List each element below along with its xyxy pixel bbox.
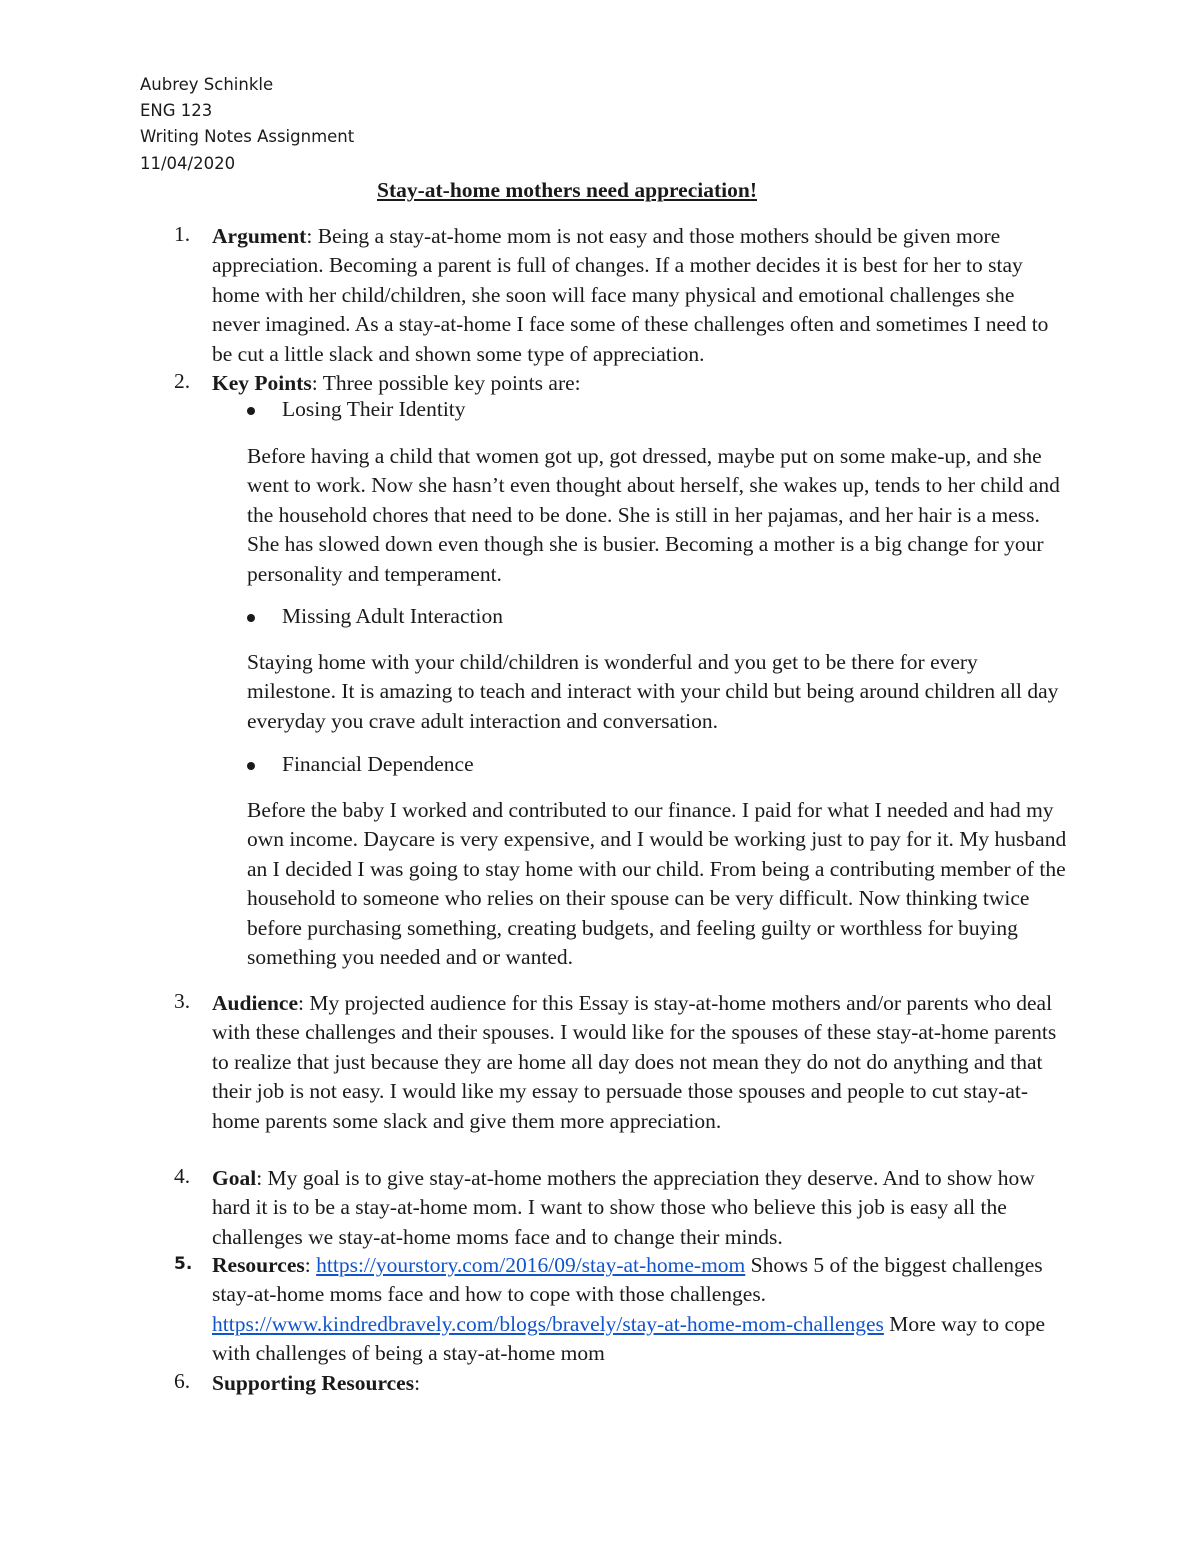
argument-label: Argument bbox=[212, 224, 307, 248]
resource-link-yourstory[interactable]: https://yourstory.com/2016/09/stay-at-home-mom bbox=[316, 1253, 746, 1277]
key-point-title: Financial Dependence bbox=[282, 752, 474, 776]
goal-label: Goal bbox=[212, 1166, 257, 1190]
resource-link-kindredbravely[interactable]: https://www.kindredbravely.com/blogs/bravely/stay-at-home-mom-challenges bbox=[212, 1311, 884, 1336]
supporting-resources-label: Supporting Resources bbox=[212, 1371, 415, 1395]
document-title: Stay-at-home mothers need appreciation! bbox=[377, 178, 757, 202]
author-name: Aubrey Schinkle bbox=[140, 75, 274, 94]
argument-paragraph bbox=[212, 222, 1062, 369]
key-point-title: Missing Adult Interaction bbox=[282, 604, 503, 628]
resources-paragraph bbox=[212, 1251, 1062, 1369]
audience-text: : My projected audience for this Essay is stay-at-home mothers and/or parents who deal with these challenges and their spouses. I would like for the spouses of these stay-at-home parents to realize that just because they are home all day does not mean they do not do anything and that their job is not easy. I would like my essay to persuade those spouses and people to cut stay-at-home parents some slack and give them more appreciation. bbox=[212, 991, 1057, 1133]
resources-label: Resources bbox=[212, 1253, 305, 1277]
audience-label: Audience bbox=[212, 991, 298, 1015]
course-code: ENG 123 bbox=[140, 101, 213, 120]
item-number: 3. bbox=[174, 989, 191, 1013]
item-number: 4. bbox=[174, 1164, 191, 1188]
key-point-body: Before the baby I worked and contributed to our finance. I paid for what I needed and had my own income. Daycare is very expensive, and I would be working just to pay for it. My husband an I decided I was going to stay home with our child. From being a contributing member of the household to someone who relies on their spouse can be very difficult. Now thinking twice before purchasing something, creating budgets, and feeling guilty or worthless for buying something you needed and or wanted. bbox=[247, 798, 1067, 970]
argument-text: : Being a stay-at-home mom is not easy and those mothers should be given more appreciation. Becoming a parent is full of changes. If a mother decides it is best for her to stay home with her child/children, she soon will face many physical and emotional challenges she never imagined. As a stay-at-home I face some of these challenges often and sometimes I need to be cut a little slack and shown some type of appreciation. bbox=[212, 224, 1049, 366]
bullet-icon bbox=[247, 762, 255, 770]
key-points-text: : Three possible key points are: bbox=[311, 371, 581, 395]
item-number: 1. bbox=[174, 222, 191, 246]
key-point-body: Before having a child that women got up, got dressed, maybe put on some make-up, and she went to work. Now she hasn’t even thought about herself, she wakes up, tends to her child and the household chores that need to be done. She is still in her pajamas, and her hair is a mess. She has slowed down even though she is busier. Becoming a mother is a big change for your personality and temperament. bbox=[247, 444, 1060, 586]
assignment-name: Writing Notes Assignment bbox=[140, 127, 355, 146]
key-points-label: Key Points bbox=[212, 371, 312, 395]
supporting-resources-text: : bbox=[414, 1371, 421, 1395]
key-point-body: Staying home with your child/children is wonderful and you get to be there for every milestone. It is amazing to teach and interact with your child but being around children all day everyday you crave adult interaction and conversation. bbox=[247, 650, 1059, 733]
assignment-date: 11/04/2020 bbox=[140, 154, 236, 173]
goal-text: : My goal is to give stay-at-home mothers the appreciation they deserve. And to show how hard it is to be a stay-at-home mom. I want to show those who believe this job is easy all the challenges we stay-at-home moms face and to change their minds. bbox=[212, 1166, 1035, 1249]
goal-paragraph bbox=[212, 1164, 1062, 1252]
resource-description: Shows 5 of the biggest challenges stay-at-home moms face and how to cope with those challenges. bbox=[212, 1253, 1043, 1307]
key-points-paragraph bbox=[212, 369, 1062, 398]
bullet-icon bbox=[247, 407, 255, 415]
bullet-icon bbox=[247, 614, 255, 622]
item-number: 6. bbox=[174, 1369, 191, 1393]
audience-paragraph bbox=[212, 989, 1062, 1136]
resource-description: More way to cope with challenges of being a stay-at-home mom bbox=[212, 1311, 1046, 1366]
item-number: 2. bbox=[174, 369, 191, 393]
key-point-title: Losing Their Identity bbox=[282, 397, 466, 421]
resources-colon: : bbox=[304, 1253, 317, 1277]
supporting-resources-paragraph bbox=[212, 1369, 1062, 1398]
item-number: 5. bbox=[174, 1254, 193, 1274]
